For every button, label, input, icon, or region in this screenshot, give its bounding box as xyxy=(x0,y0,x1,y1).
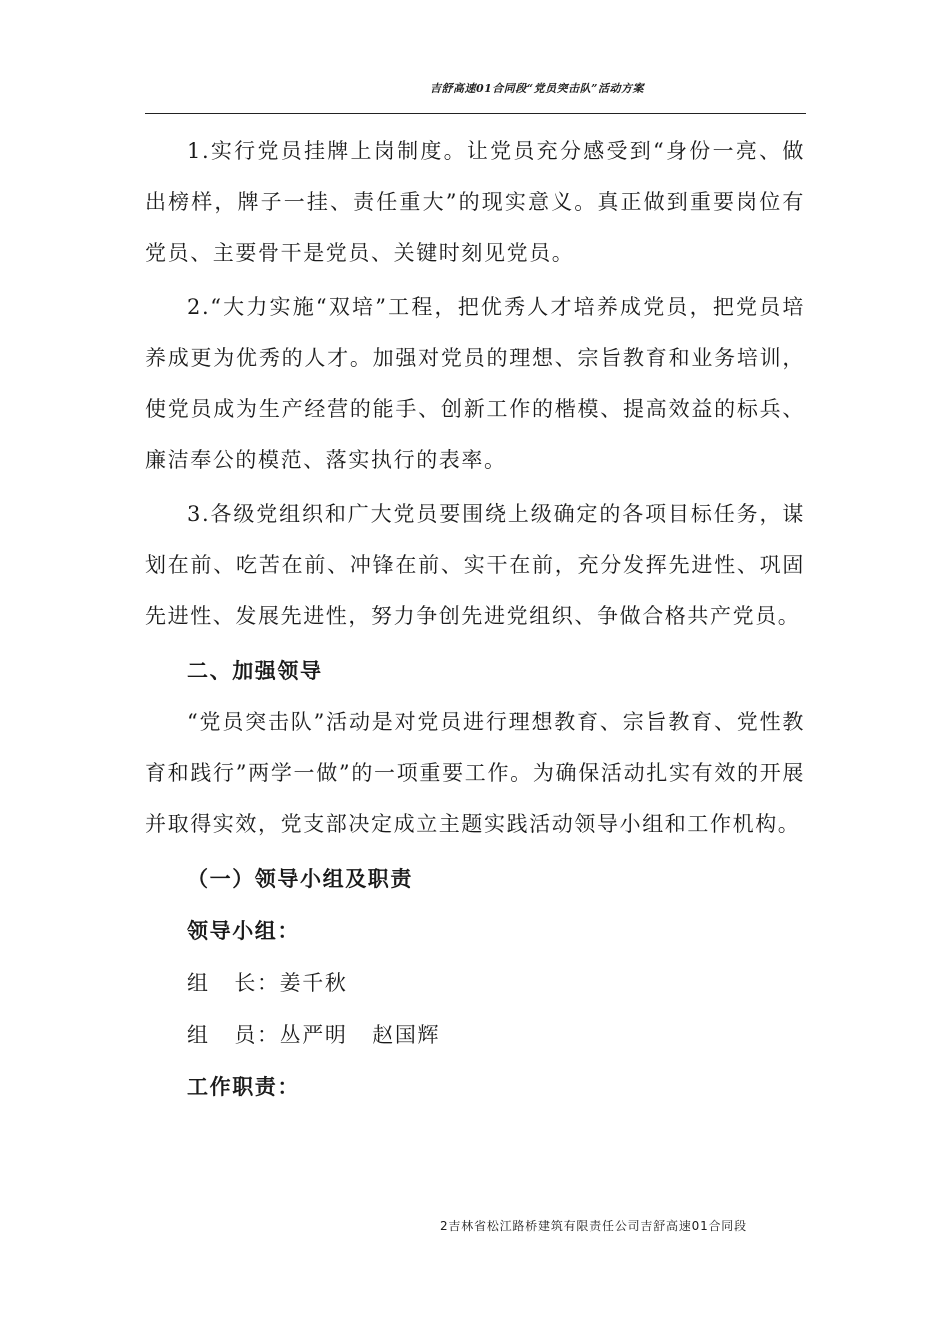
paragraph-3: 3.各级党组织和广大党员要围绕上级确定的各项目标任务，谋划在前、吃苦在前、冲锋在前、实干在前，充分发挥先进性、巩固先进性、发展先进性，努力争创先进党组织、争做合格共产党员。 xyxy=(145,502,805,628)
subsection-heading-1: （一）领导小组及职责 xyxy=(187,866,413,891)
group-label: 领导小组： xyxy=(187,918,300,943)
paragraph-4: “党员突击队”活动是对党员进行理想教育、宗旨教育、党性教育和践行”两学一做”的一项重要工作。为确保活动扎实有效的开展并取得实效，党支部决定成立主题实践活动领导小组和工作机构。 xyxy=(145,710,805,836)
header-rule xyxy=(145,113,806,114)
duties-label: 工作职责： xyxy=(187,1074,300,1099)
document-body xyxy=(145,126,805,1113)
members-line: 组 员：丛严明 赵国辉 xyxy=(187,1023,441,1047)
page-footer: 2吉林省松江路桥建筑有限责任公司吉舒高速01合同段 xyxy=(440,1219,747,1233)
paragraph-1: 1.实行党员挂牌上岗制度。让党员充分感受到“身份一亮、做出榜样，牌子一挂、责任重大”的现实意义。真正做到重要岗位有党员、主要骨干是党员、关键时刻见党员。 xyxy=(145,139,805,265)
leader-line: 组 长：姜千秋 xyxy=(187,971,348,995)
section-heading-2: 二、加强领导 xyxy=(187,658,323,683)
paragraph-2: 2.“大力实施“双培”工程，把优秀人才培养成党员，把党员培养成更为优秀的人才。加强对党员的理想、宗旨教育和业务培训，使党员成为生产经营的能手、创新工作的楷模、提高效益的标兵、廉洁奉公的模范、落实执行的表率。 xyxy=(145,295,805,472)
running-header: 吉舒高速01合同段“党员突击队”活动方案 xyxy=(430,82,644,95)
